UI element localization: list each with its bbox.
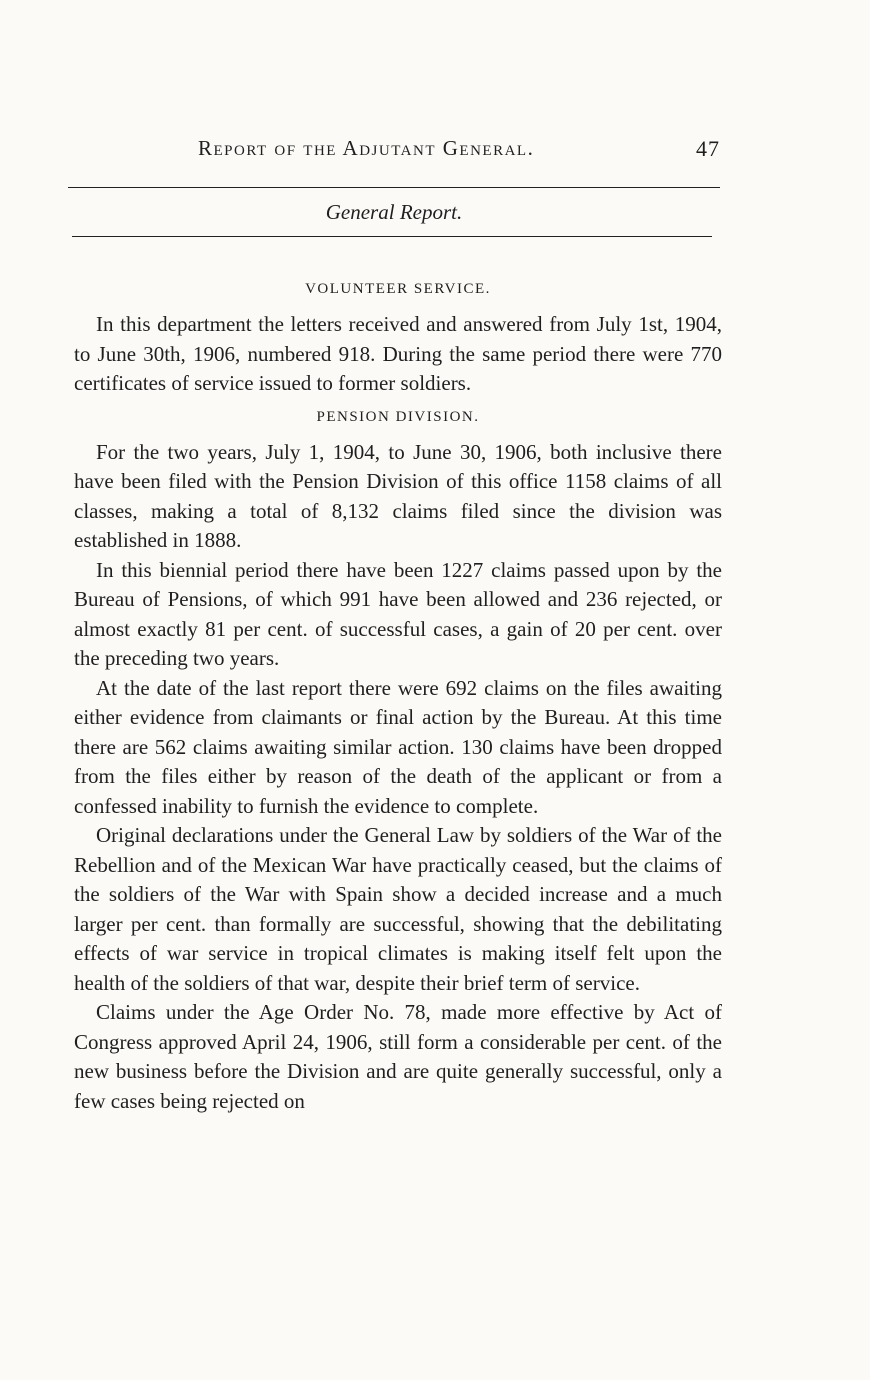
page-number: 47 <box>696 136 720 161</box>
paragraph: Claims under the Age Order No. 78, made more effective by Act of Congress approved April 24, 1906, still form a considerable per cent. of the new business before the Division and are quite generally successful, only a few cases being rejected on <box>74 1000 722 1113</box>
paragraph: Original declarations under the General Law by soldiers of the War of the Rebellion and of the Mexican War have practically ceased, but the claims of the soldiers of the War with Spain show a decided increase and a much larger per cent. than formally are successful, showing that the debilitating effects of war service in tropical climates is making itself felt upon the health of the soldiers of that war, despite their brief term of service. <box>74 823 722 995</box>
paragraph: In this department the letters received and answered from July 1st, 1904, to June 30th, 1906, numbered 918. During the same period there were 770 certificates of service issued to former soldiers. <box>74 312 722 395</box>
running-title: Report of the Adjutant General. <box>198 136 535 160</box>
volunteer-service-heading: VOLUNTEER SERVICE. <box>305 281 491 297</box>
paragraph: In this biennial period there have been 1227 claims passed upon by the Bureau of Pensions, of which 991 have been allowed and 236 rejected, or almost exactly 81 per cent. of successful cases, a gain of 20 per cent. over the preceding two years. <box>74 557 722 670</box>
bottom-rule <box>72 236 712 237</box>
section-title: General Report. <box>325 200 463 224</box>
running-head <box>68 136 720 164</box>
pension-division-heading: PENSION DIVISION. <box>316 408 480 425</box>
top-rule <box>68 187 720 188</box>
body-text <box>74 276 722 1116</box>
paragraph: At the date of the last report there were 692 claims on the files awaiting either evidence from claimants or final action by the Bureau. At this time there are 562 claims awaiting similar action. 130 claims have been dropped from the files either by reason of the death of the applicant or from a confessed inability to furnish the evidence to complete. <box>74 675 722 818</box>
paragraph: For the two years, July 1, 1904, to June 30, 1906, both inclusive there have been filed with the Pension Division of this office 1158 claims of all classes, making a total of 8,132 claims filed since the division was established in 1888. <box>74 439 722 552</box>
